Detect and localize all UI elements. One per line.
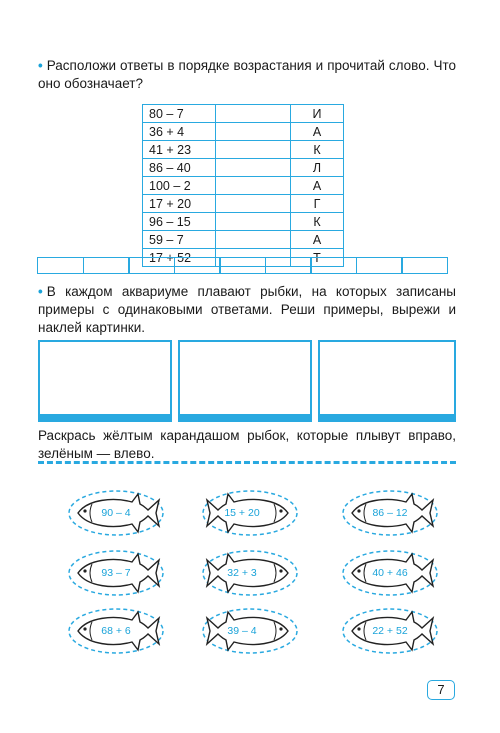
table-row [143,141,344,159]
letter-cell: И [291,105,344,123]
letter-cell: Т [291,249,344,267]
letter-cell: А [291,231,344,249]
answer-cell[interactable] [216,123,291,141]
letter-cell: Л [291,159,344,177]
fish-example: 93 – 7 [101,567,131,579]
fish-example: 15 + 20 [224,507,260,519]
expression-cell: 86 – 40 [143,159,216,177]
expression-cell: 59 – 7 [143,231,216,249]
expression-cell: 80 – 7 [143,105,216,123]
task1-instruction [38,57,456,93]
word-letter-box[interactable] [174,257,221,274]
fish-example: 86 – 12 [372,507,408,519]
table-row [143,195,344,213]
expression-cell: 96 – 15 [143,213,216,231]
answer-cell[interactable] [216,195,291,213]
examples-table [142,104,344,267]
fish-example: 22 + 52 [372,625,408,637]
fish-card[interactable] [340,606,440,656]
aquarium-3[interactable] [318,340,456,422]
fish-card[interactable] [66,488,166,538]
aquarium-2[interactable] [178,340,312,422]
aquarium-1[interactable] [38,340,172,422]
task2-text: В каждом аквариуме плавают рыбки, на которых записаны примеры с одинаковыми ответами. Реши примеры, вырежи и наклей картинки. [38,284,456,335]
fish-example: 40 + 46 [372,567,408,579]
aquarium-water [180,414,310,420]
cut-line [38,461,456,464]
letter-cell: А [291,177,344,195]
task1-text: Расположи ответы в порядке возрастания и прочитай слово. Что оно обозначает? [38,58,456,91]
word-answer-strip [37,257,447,274]
task2-instruction [38,283,456,337]
letter-cell: Г [291,195,344,213]
answer-cell[interactable] [216,141,291,159]
table-row [143,123,344,141]
letter-cell: К [291,141,344,159]
fish-card[interactable] [66,606,166,656]
expression-cell: 17 + 20 [143,195,216,213]
bullet-icon: • [38,58,43,73]
fish-card[interactable] [200,606,300,656]
letter-cell: К [291,213,344,231]
fish-example: 39 – 4 [227,625,257,637]
table-row [143,105,344,123]
page-number: 7 [427,680,455,700]
word-letter-box[interactable] [356,257,403,274]
answer-cell[interactable] [216,177,291,195]
word-letter-box[interactable] [310,257,357,274]
fish-example: 32 + 3 [227,567,257,579]
aquarium-water [320,414,454,420]
expression-cell: 17 + 52 [143,249,216,267]
table-row [143,213,344,231]
table-row [143,159,344,177]
word-letter-box[interactable] [265,257,312,274]
fish-card[interactable] [66,548,166,598]
letter-cell: А [291,123,344,141]
answer-cell[interactable] [216,231,291,249]
word-letter-box[interactable] [401,257,448,274]
table-row [143,231,344,249]
fish-example: 68 + 6 [101,625,131,637]
fish-card[interactable] [340,488,440,538]
answer-cell[interactable] [216,213,291,231]
expression-cell: 36 + 4 [143,123,216,141]
word-letter-box[interactable] [219,257,266,274]
expression-cell: 41 + 23 [143,141,216,159]
fish-card[interactable] [200,548,300,598]
fish-example: 90 – 4 [101,507,131,519]
coloring-instruction: Раскрась жёлтым карандашом рыбок, которые плывут вправо, зелёным — влево. [38,428,456,461]
bullet-icon: • [38,284,43,299]
answer-cell[interactable] [216,159,291,177]
word-letter-box[interactable] [83,257,130,274]
word-letter-box[interactable] [128,257,175,274]
fish-card[interactable] [200,488,300,538]
answer-cell[interactable] [216,105,291,123]
expression-cell: 100 – 2 [143,177,216,195]
word-letter-box[interactable] [37,257,84,274]
fish-card[interactable] [340,548,440,598]
table-row [143,177,344,195]
aquarium-water [40,414,170,420]
